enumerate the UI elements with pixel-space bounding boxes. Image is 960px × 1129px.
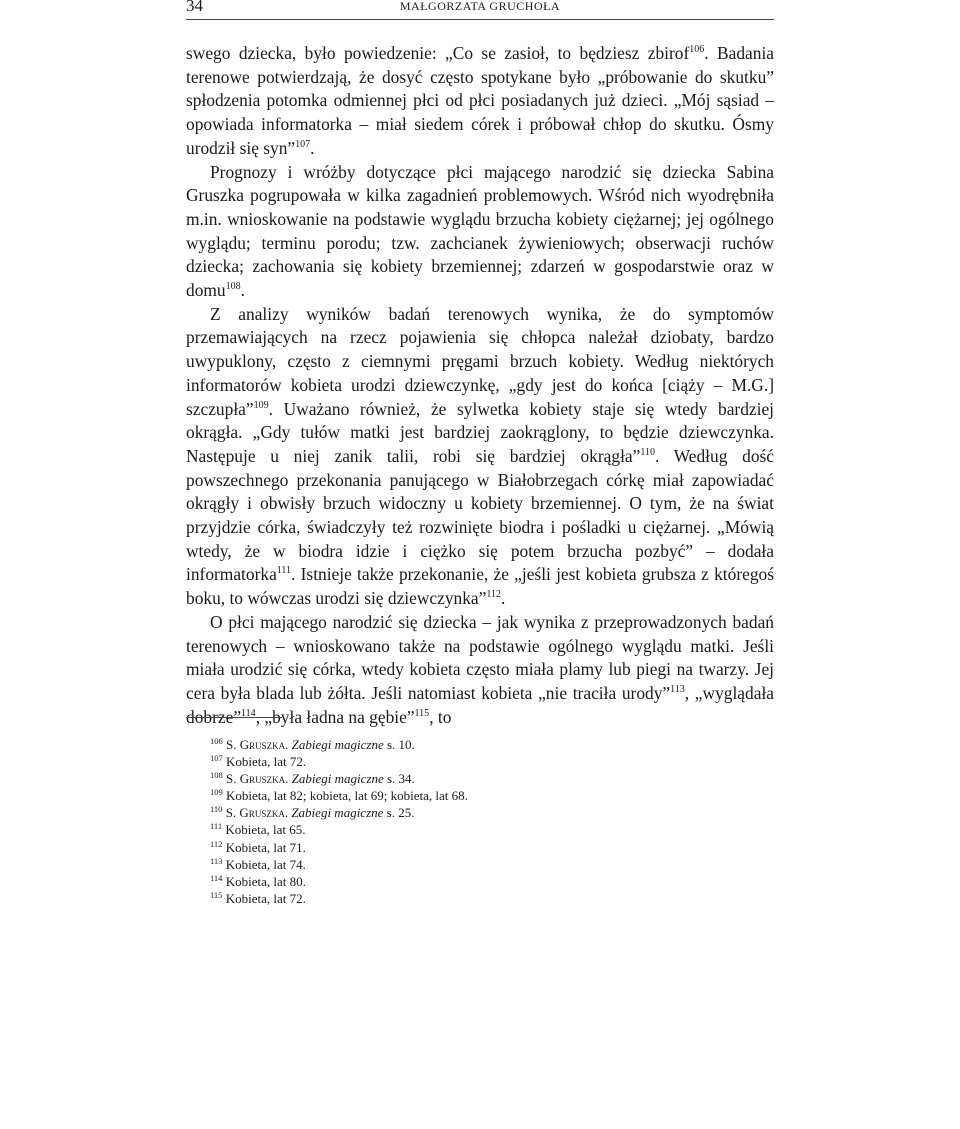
footnote-reference: 106 [689,44,705,55]
paragraph [186,303,774,611]
text-run: O płci mającego narodzić się dziecka – jak wynika z przeprowadzonych badań terenowych – wnioskowano także na podstawie ogólnego wyglądu matki. Jeśli miała urodzić się córka, wtedy kobieta często miała plamy lub piegi na twarzy. Jej cera była blada lub żółta. Jeśli natomiast kobieta „nie traciła urody” [186,611,774,703]
text-run: Kobieta, lat 71. [222,839,306,855]
text-run: Kobieta, lat 72. [222,890,306,906]
cited-author: Gruszka [239,771,286,787]
footnote-number: 115 [210,889,223,900]
text-run: Prognozy i wróżby dotyczące płci mającego narodzić się dziecka Sabina Gruszka pogrupowała w kilka zagadnień problemowych. Wśród nich wyodrębniła m.in. wnioskowanie na podstawie wyglądu brzucha kobiety ciężarnej; jej ogólnego wyglądu; terminu porodu; tzw. zachcianek żywieniowych; obserwacji ruchów dziecka; zachowania się kobiety brzemiennej; zdarzeń w gospodarstwie oraz w domu [186,161,774,301]
footnote-number: 110 [210,804,223,815]
footnote-reference: 115 [414,707,430,719]
cited-author: Gruszka [239,737,286,752]
footnote-reference: 109 [253,399,269,411]
text-run: s. 10. [383,737,415,752]
footnote-number: 114 [210,872,223,883]
footnote-reference: 108 [225,281,241,293]
text-run: . [501,588,506,609]
text-run: . Istnieje także przekonanie, że „jeśli jest kobieta grubsza z któregoś boku, to wówczas urodzi się dziewczynka” [186,564,774,609]
footnote-number: 108 [210,770,223,781]
text-run: S. [222,805,240,821]
cited-author: Gruszka [239,805,285,821]
cited-title: Zabiegi magiczne [291,805,384,821]
page-number: 34 [186,0,203,15]
footnote [210,787,770,804]
text-run: , „była ładna na gębie” [255,706,415,727]
footnote-number: 113 [210,855,223,866]
text-run: , „wyglądała dobrze” [186,682,774,727]
text-run: S. [222,771,240,787]
text-run: swego dziecka, było powiedzenie: „Co se zasioł, to będziesz zbirof [186,43,690,63]
footnote-number: 111 [210,821,223,832]
text-run: Kobieta, lat 72. [222,754,307,770]
text-run: . [285,737,292,752]
paragraph [186,161,774,303]
text-run: . [240,280,245,301]
paragraph [186,611,774,730]
text-run: . [284,805,292,821]
footnote [210,890,770,907]
text-run: Kobieta, lat 82; kobieta, lat 69; kobieta, lat 68. [222,788,468,804]
footnote [210,856,770,873]
running-head-author: MAŁGORZATA GRUCHOŁA [399,0,561,13]
text-run: . Uważano również, że sylwetka kobiety staje się wtedy bardziej okrągła. „Gdy tułów matki jest bardziej zaokrąglony, to będzie dziewczynka. Następuje u niej zanik talii, robi się bardziej okrągła” [186,398,774,466]
footnotes [210,736,770,907]
text-run: Kobieta, lat 80. [222,873,306,889]
footnote-reference: 114 [241,707,256,719]
footnote [210,770,770,787]
text-run: s. 34. [383,771,415,787]
footnote-reference: 113 [670,683,685,695]
footnote-number: 109 [210,787,223,798]
cited-title: Zabiegi magiczne [291,737,384,752]
footnote-number: 107 [210,753,223,764]
footnote [210,753,770,770]
body-text [186,42,774,729]
text-run: s. 25. [383,805,415,821]
footnote [210,839,770,856]
text-run: Kobieta, lat 74. [222,856,306,872]
footnote-reference: 110 [640,446,655,458]
text-run: , to [429,706,452,727]
text-run: . Według dość powszechnego przekonania panującego w Białobrzegach córkę miał zapowiadać okrągły i obwisły brzuch widoczny u kobiety brzemiennej. O tym, że na świat przyjdzie córka, świadczyły też rozwinięte biodra i pośladki u ciężarnej. „Mówią wtedy, że w biodra idzie i ciężko się potem brzucha pozbyć” – dodała informatorka [186,445,774,585]
footnote-reference: 111 [276,565,292,577]
text-run: S. [222,737,240,752]
text-run: . [285,771,292,787]
running-head [186,0,774,20]
footnote [210,873,770,890]
footnote [210,821,770,838]
paragraph [186,42,774,161]
cited-title: Zabiegi magiczne [291,771,384,787]
footnote-number: 112 [210,838,223,849]
footnote-reference: 112 [486,589,502,601]
header-rule [186,19,774,20]
text-run: Z analizy wyników badań terenowych wynika, że do symptomów przemawiających na rzecz pojawienia się chłopca należał dziobaty, bardzo uwypuklony, często z ciemnymi pręgami brzuch kobiety. Według niektórych informatorów kobieta urodzi dziewczynkę, „gdy jest do końca [ciąży – M.G.] szczupła” [186,303,774,419]
text-run: Kobieta, lat 65. [222,822,306,838]
footnote-reference: 107 [295,138,311,150]
text-run: . Badania terenowe potwierdzają, że dosyć często spotykane było „próbowanie do skutku” spłodzenia potomka odmiennej płci od płci posiadanych już dzieci. „Mój sąsiad – opowiada informatorka – miał siedem córek i próbował chłop do skutku. Ósmy urodził się syn” [186,43,774,158]
footnote [210,736,770,753]
text-run: . [310,137,315,158]
footnote-separator [186,717,282,718]
footnote-number: 106 [210,736,223,746]
footnote [210,804,770,821]
